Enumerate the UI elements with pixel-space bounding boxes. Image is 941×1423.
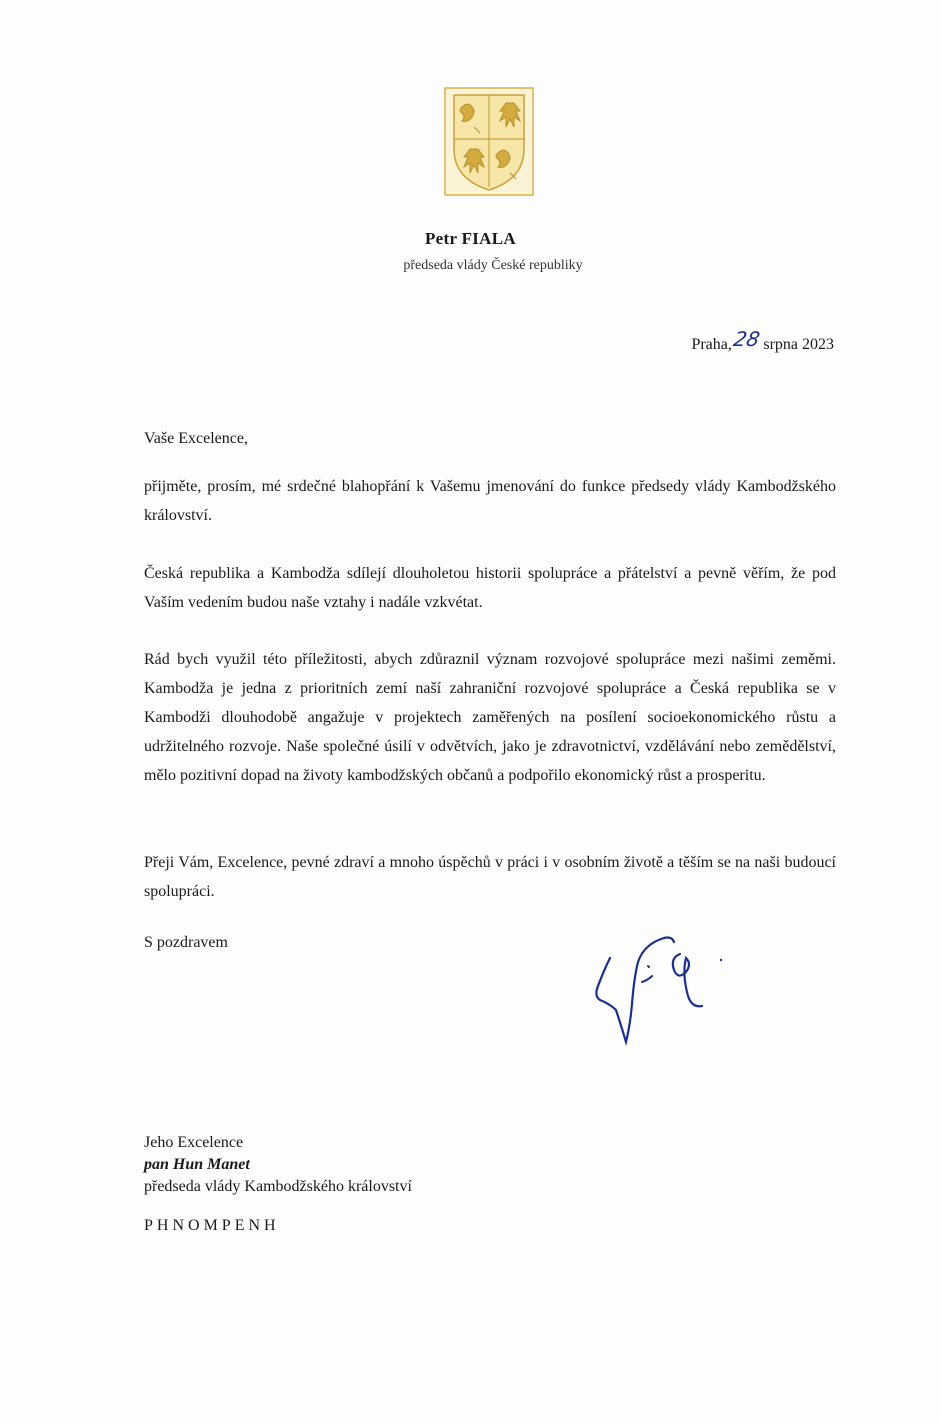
date-day-handwritten: 28 bbox=[731, 327, 762, 351]
paragraph-1: přijměte, prosím, mé srdečné blahopřání k Vašemu jmenování do funkce předsedy vlády Kambodžského království. bbox=[144, 478, 836, 524]
addressee-name: pan Hun Manet bbox=[144, 1156, 250, 1173]
czech-state-emblem-icon bbox=[444, 87, 534, 196]
paragraph-4: Přeji Vám, Excelence, pevné zdraví a mnoho úspěchů v práci i v osobním životě a těším se na naši budoucí spolupráci. bbox=[144, 854, 836, 900]
paragraph-2: Česká republika a Kambodža sdílejí dlouholetou historii spolupráce a přátelství a pevně věřím, že pod Vaším vedením budou naše vztahy i nadále vzkvétat. bbox=[144, 565, 836, 611]
closing: S pozdravem bbox=[144, 934, 228, 951]
sender-name: Petr FIALA bbox=[425, 229, 516, 248]
addressee-title: předseda vlády Kambodžského království bbox=[144, 1178, 412, 1195]
paragraph-3: Rád bych využil této příležitosti, abych zdůraznil význam rozvojové spolupráce mezi našimi zeměmi. Kambodža je jedna z prioritních zemí naší zahraniční rozvojové spolupráce a Česká republika se v Kambodži dlouhodobě angažuje v projektech zaměřených na posílení socioekonomického růstu a udržitelného rozvoje. Naše společné úsilí v odvětvích, jako je zdravotnictví, vzdělávání nebo zemědělství, mělo pozitivní dopad na životy kambodžských občanů a podpořilo ekonomický růst a prosperitu. bbox=[144, 651, 836, 784]
sender-title: předseda vlády České republiky bbox=[403, 258, 583, 273]
date-month-year: srpna 2023 bbox=[763, 336, 834, 353]
addressee-honorific: Jeho Excelence bbox=[144, 1134, 244, 1151]
addressee-city: PHNOMPENH bbox=[144, 1217, 280, 1234]
salutation: Vaše Excelence, bbox=[144, 430, 248, 447]
date-place: Praha, bbox=[691, 336, 732, 353]
dateline bbox=[691, 327, 834, 354]
addressee-block bbox=[144, 1132, 412, 1198]
handwritten-signature-icon bbox=[590, 930, 730, 1050]
